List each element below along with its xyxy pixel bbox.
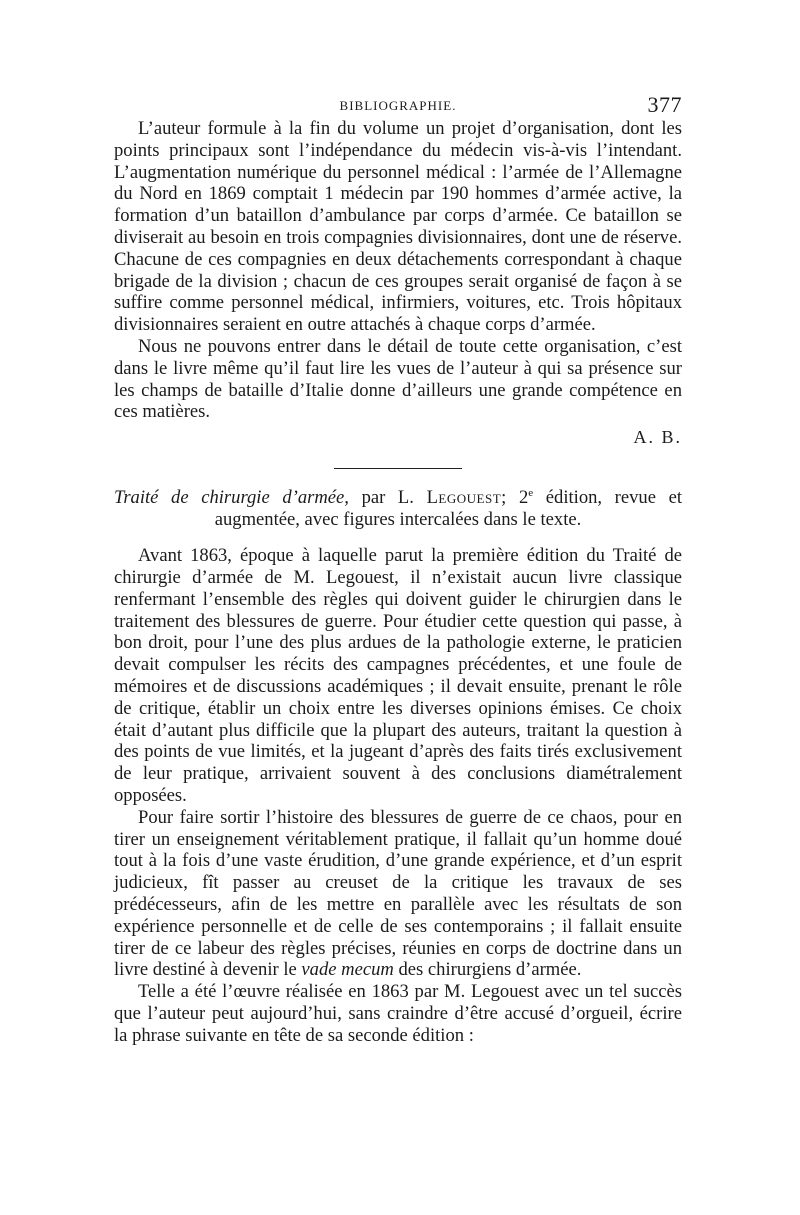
review2-heading-line1: Traité de chirurgie d’armée, par L. Legouest; 2e édition, revue et (114, 486, 682, 509)
vade-mecum-italic: vade mecum (301, 959, 394, 981)
review2-paragraph-2-end: des chirurgiens d’armée. (398, 959, 582, 981)
page-number: 377 (647, 92, 682, 117)
review2-paragraph-3: Telle a été l’œuvre réalisée en 1863 par M. Legouest avec un tel succès que l’auteur peut aujourd’hui, sans craindre d’être accusé d’orgueil, écrire la phrase suivante en tête de sa seconde édition : (114, 981, 682, 1046)
review2-paragraph-2-main: Pour faire sortir l’histoire des blessures de guerre de ce chaos, pour en tirer un enseignement véritablement pratique, il fallait qu’un homme doué tout à la fois d’une vaste érudition, d’une grande expérience, et d’un esprit judicieux, fît passer au creuset de la critique les travaux de ses prédécesseurs, afin de les mettre en parallèle avec les résultats de son expérience personnelle et de celle de ses contemporains ; il fallait ensuite tirer de ce labeur des règles précises, réunies en corps de doctrine dans un livre destiné à devenir le (114, 806, 682, 981)
review2-heading (114, 487, 682, 531)
edition-number: 2 (518, 487, 529, 509)
review2-paragraph-1: Avant 1863, époque à laquelle parut la première édition du Traité de chirurgie d’armée de M. Legouest, il n’existait aucun livre classique renfermant l’ensemble des règles qui doivent guider le chirurgien dans le traitement des blessures de guerre. Pour étudier cette question qui passe, à bon droit, pour l’une des plus ardues de la pathologie externe, le praticien devait compulser les récits des campagnes précédentes, et une foule de mémoires et de discussions académiques ; il devait ensuite, prenant le rôle de critique, établir un choix entre les diverses opinions émises. Ce choix était d’autant plus difficile que la plupart des auteurs, traitant la question à des points de vue limités, et la jugeant d’après des faits tirés exclusivement de leur pratique, arrivaient souvent à des conclusions diamétralement opposées. (114, 545, 682, 806)
running-head (114, 92, 682, 118)
section-divider (334, 468, 462, 469)
running-title: BIBLIOGRAPHIE. (339, 98, 457, 113)
heading-by: par L. (361, 487, 414, 509)
book-author: Legouest (426, 487, 502, 509)
review1-paragraph-2: Nous ne pouvons entrer dans le détail de toute cette organisation, c’est dans le livre même qu’il faut lire les vues de l’auteur à qui sa présence sur les champs de bataille d’Italie donne d’ailleurs une grande compétence en ces matières. (114, 335, 682, 423)
review2-paragraph-2 (114, 807, 682, 981)
edition-text: édition, revue et (545, 487, 682, 509)
book-page (114, 92, 682, 1046)
review1-signature: A. B. (633, 427, 682, 448)
book-title: Traité de chirurgie d’armée, (114, 487, 349, 509)
review1-paragraph-1: L’auteur formule à la fin du volume un projet d’organisation, dont les points principaux sont l’indépendance du médecin vis-à-vis l’intendant. L’augmentation numérique du personnel médical : l’armée de l’Allemagne du Nord en 1869 comptait 1 médecin par 190 hommes d’armée active, la formation d’un bataillon d’ambulance par corps d’armée. Ce bataillon se diviserait au besoin en trois compagnies divisionnaires, dont une de réserve. Chacune de ces compagnies en deux détachements correspondant à chaque brigade de la division ; chacun de ces groupes serait organisé de façon à se suffire comme personnel médical, infirmiers, voitures, etc. Trois hôpitaux divisionnaires seraient en outre attachés à chaque corps d’armée. (114, 118, 682, 336)
edition-superscript: e (528, 486, 534, 499)
review2-heading-line2: augmentée, avec figures intercalées dans le texte. (214, 509, 582, 531)
